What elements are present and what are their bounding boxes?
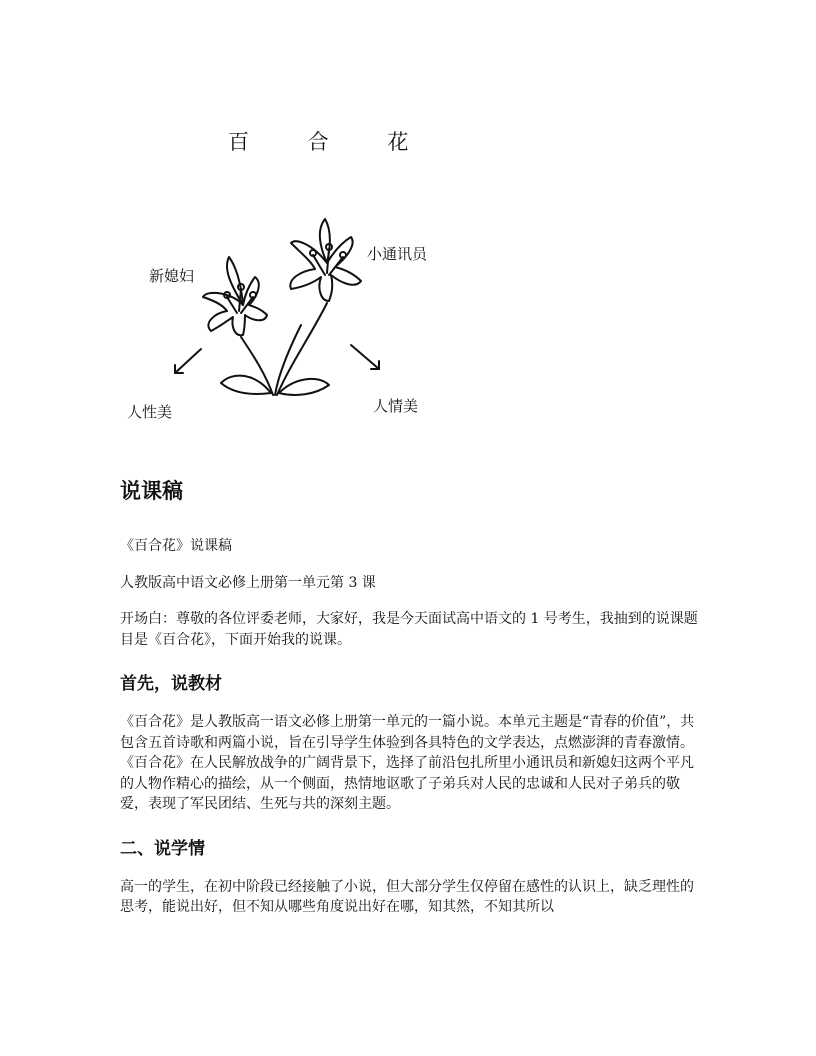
opening-paragraph: 开场白：尊敬的各位评委老师，大家好，我是今天面试高中语文的 1 号考生，我抽到的说课题目是《百合花》，下面开始我的说课。: [120, 611, 698, 648]
left-flower-petals: [203, 277, 267, 335]
textbook-info-line: 人教版高中语文必修上册第一单元第 3 课: [120, 574, 376, 591]
label-messenger: 小通讯员: [367, 245, 428, 263]
section-heading-textbook: 首先，说教材: [120, 674, 222, 694]
label-human-affection: 人情美: [373, 397, 419, 415]
document-body: [120, 476, 700, 934]
lily-drawing: [115, 205, 455, 435]
label-human-nature: 人性美: [127, 403, 173, 421]
section-textbook-body: 《百合花》是人教版高一语文必修上册第一单元的一篇小说。本单元主题是“青春的价值”，共包含五首诗歌和两篇小说，旨在引导学生体验到各具特色的文学表达，点燃澎湃的青春激情。《百合花》在人民解放战争的广阔背景下，选择了前沿包扎所里小通讯员和新媳妇这两个平凡的人物作精心的描绘，从一个侧面，热情地讴歌了子弟兵对人民的忠诚和人民对子弟兵的敬爱，表现了军民团结、生死与共的深刻主题。: [120, 714, 695, 812]
label-new-bride: 新媳妇: [149, 267, 195, 285]
document-title: 百 合 花: [228, 130, 435, 154]
subtitle-line: 《百合花》说课稿: [120, 538, 232, 554]
section-students-body: 高一的学生，在初中阶段已经接触了小说，但大部分学生仅停留在感性的认识上，缺乏理性的思考，能说出好，但不知从哪些角度说出好在哪，知其然，不知其所以: [120, 878, 694, 915]
lily-flower-illustration: [115, 205, 455, 435]
section-heading-students: 二、说学情: [120, 838, 205, 859]
main-heading: 说课稿: [120, 479, 183, 503]
